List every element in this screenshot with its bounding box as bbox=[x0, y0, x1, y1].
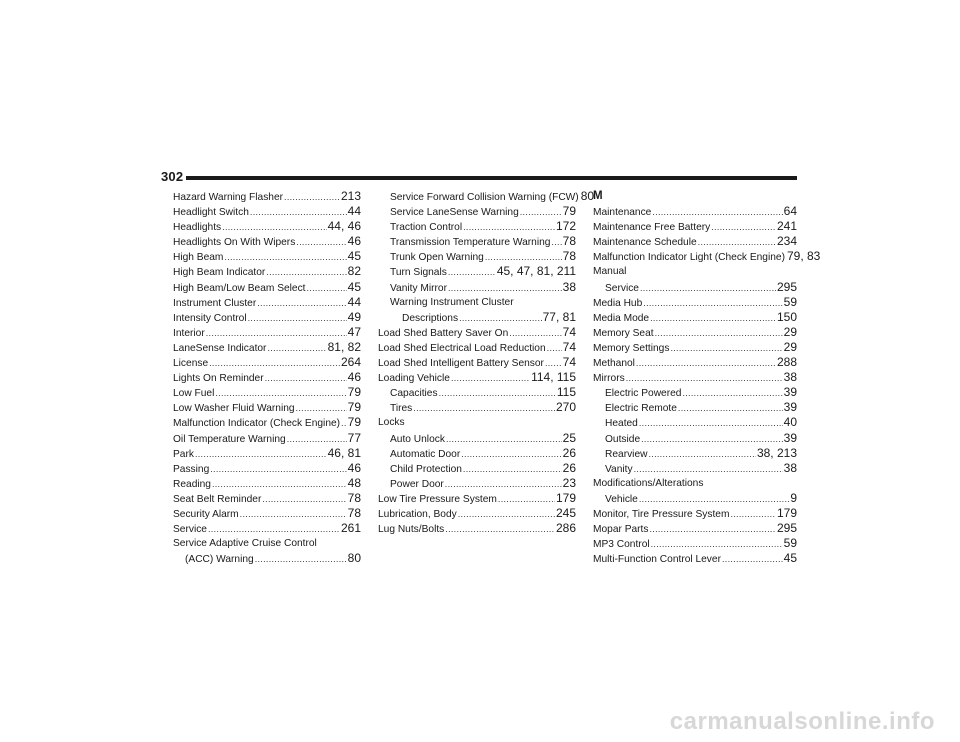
dot-leader bbox=[307, 281, 347, 296]
index-term: Lubrication, Body bbox=[378, 508, 457, 520]
page-reference: 77 bbox=[347, 430, 361, 445]
index-entry bbox=[378, 521, 576, 536]
dot-leader bbox=[711, 220, 776, 235]
index-term: Rearview bbox=[605, 448, 648, 460]
index-entry bbox=[593, 431, 797, 446]
page-reference: 150 bbox=[776, 309, 797, 324]
dot-leader bbox=[341, 416, 347, 431]
dot-leader bbox=[650, 311, 776, 326]
dot-leader bbox=[208, 522, 340, 537]
page-reference: 179 bbox=[555, 490, 576, 505]
dot-leader bbox=[262, 492, 346, 507]
index-term: Monitor, Tire Pressure System bbox=[593, 508, 730, 520]
page-reference: 77, 81 bbox=[542, 309, 576, 324]
page-reference: 45 bbox=[783, 551, 797, 566]
index-entry bbox=[593, 521, 797, 536]
dot-leader bbox=[643, 296, 782, 311]
page-reference: 74 bbox=[562, 355, 576, 370]
index-entry bbox=[378, 280, 576, 295]
index-term: Outside bbox=[605, 433, 641, 445]
dot-leader bbox=[215, 386, 346, 401]
index-term: Heated bbox=[605, 418, 638, 430]
index-term: Multi-Function Control Lever bbox=[593, 554, 721, 566]
index-term: Locks bbox=[378, 417, 405, 429]
index-entry bbox=[173, 415, 361, 430]
page-reference: 81, 82 bbox=[327, 339, 361, 354]
index-entry bbox=[593, 536, 797, 551]
page-reference: 79 bbox=[347, 400, 361, 415]
page-reference: 264 bbox=[340, 355, 361, 370]
index-entry bbox=[173, 280, 361, 295]
dot-leader bbox=[651, 537, 783, 552]
dot-leader bbox=[463, 220, 555, 235]
index-term: Oil Temperature Warning bbox=[173, 433, 286, 445]
page-reference: 49 bbox=[347, 309, 361, 324]
dot-leader bbox=[722, 552, 783, 567]
index-term: Transmission Temperature Warning bbox=[390, 237, 551, 249]
page-reference: 44, 46 bbox=[327, 219, 361, 234]
dot-leader bbox=[255, 552, 347, 567]
index-term: Loading Vehicle bbox=[378, 373, 450, 385]
index-entry bbox=[593, 355, 797, 370]
index-entry bbox=[593, 219, 797, 234]
index-term: LaneSense Indicator bbox=[173, 342, 267, 354]
index-entry bbox=[378, 431, 576, 446]
index-entry bbox=[173, 506, 361, 521]
index-entry bbox=[593, 415, 797, 430]
index-term: Instrument Cluster bbox=[173, 297, 257, 309]
page-reference: 79 bbox=[347, 385, 361, 400]
index-entry bbox=[593, 295, 797, 310]
page-reference: 38, 213 bbox=[756, 445, 797, 460]
page-reference: 241 bbox=[776, 219, 797, 234]
index-entry bbox=[378, 491, 576, 506]
index-term: Load Shed Intelligent Battery Sensor bbox=[378, 358, 544, 370]
page-reference: 23 bbox=[562, 475, 576, 490]
index-entry bbox=[378, 204, 576, 219]
page-reference: 59 bbox=[783, 536, 797, 551]
dot-leader bbox=[634, 462, 783, 477]
dot-leader bbox=[698, 235, 776, 250]
index-entry bbox=[593, 506, 797, 521]
index-entry bbox=[173, 219, 361, 234]
index-term: Media Mode bbox=[593, 312, 650, 324]
page-reference: 286 bbox=[555, 521, 576, 536]
index-entry bbox=[593, 461, 797, 476]
page-reference: 82 bbox=[347, 264, 361, 279]
index-entry bbox=[173, 249, 361, 264]
dot-leader bbox=[250, 205, 347, 220]
dot-leader bbox=[639, 416, 783, 431]
index-entry bbox=[593, 491, 797, 506]
dot-leader bbox=[446, 432, 562, 447]
dot-leader bbox=[485, 250, 562, 265]
index-entry bbox=[173, 521, 361, 536]
page-reference: 80 bbox=[580, 189, 595, 203]
index-term: Child Protection bbox=[390, 463, 462, 475]
index-term: Low Tire Pressure System bbox=[378, 493, 497, 505]
index-subheading bbox=[378, 415, 576, 430]
index-term: Reading bbox=[173, 478, 211, 490]
index-entry bbox=[173, 431, 361, 446]
page-number: 302 bbox=[161, 169, 184, 184]
page-reference: 78 bbox=[562, 234, 576, 249]
page-reference: 295 bbox=[776, 521, 797, 536]
page-reference: 45 bbox=[347, 279, 361, 294]
page-reference: 29 bbox=[783, 339, 797, 354]
page-reference: 25 bbox=[562, 430, 576, 445]
page-reference: 79 bbox=[562, 204, 576, 219]
index-entry bbox=[378, 446, 576, 461]
page-reference: 79, 83 bbox=[786, 249, 821, 264]
index-entry bbox=[173, 355, 361, 370]
page-reference: 245 bbox=[555, 505, 576, 520]
page-reference: 46 bbox=[347, 460, 361, 475]
page-reference: 80 bbox=[347, 551, 361, 566]
index-term: High Beam Indicator bbox=[173, 267, 266, 279]
index-term: Manual bbox=[593, 266, 627, 278]
index-entry bbox=[378, 461, 576, 476]
index-entry bbox=[173, 189, 361, 204]
dot-leader bbox=[730, 507, 776, 522]
index-entry bbox=[173, 370, 361, 385]
dot-leader bbox=[655, 326, 783, 341]
index-entry bbox=[378, 264, 576, 279]
dot-leader bbox=[648, 447, 755, 462]
dot-leader bbox=[195, 447, 327, 462]
index-entry bbox=[593, 249, 821, 264]
index-entry bbox=[593, 385, 797, 400]
page-reference: 47 bbox=[347, 324, 361, 339]
index-entry bbox=[378, 370, 576, 385]
page-reference: 172 bbox=[555, 219, 576, 234]
index-term: Load Shed Electrical Load Reduction bbox=[378, 342, 546, 354]
dot-leader bbox=[640, 281, 776, 296]
index-entry bbox=[378, 219, 576, 234]
dot-leader bbox=[520, 205, 562, 220]
dot-leader bbox=[445, 522, 555, 537]
dot-leader bbox=[212, 477, 347, 492]
dot-leader bbox=[296, 235, 346, 250]
page-reference: 39 bbox=[783, 385, 797, 400]
index-term: Headlight Switch bbox=[173, 207, 249, 219]
page-reference: 78 bbox=[347, 490, 361, 505]
index-term: Automatic Door bbox=[390, 448, 461, 460]
index-term: Memory Settings bbox=[593, 342, 670, 354]
dot-leader bbox=[626, 371, 783, 386]
page-reference: 38 bbox=[783, 370, 797, 385]
page-reference: 46, 81 bbox=[327, 445, 361, 460]
dot-leader bbox=[451, 371, 530, 386]
dot-leader bbox=[206, 326, 347, 341]
index-entry bbox=[173, 340, 361, 355]
dot-leader bbox=[678, 401, 783, 416]
index-entry bbox=[173, 400, 361, 415]
dot-leader bbox=[445, 477, 562, 492]
index-term: Service Forward Collision Warning (FCW) bbox=[390, 192, 579, 203]
section-letter-heading: M bbox=[593, 190, 603, 202]
index-entry bbox=[378, 310, 576, 325]
index-entry bbox=[593, 280, 797, 295]
index-term: Mopar Parts bbox=[593, 524, 649, 536]
dot-leader bbox=[639, 492, 789, 507]
page-reference: 26 bbox=[562, 445, 576, 460]
index-term: Service bbox=[605, 282, 639, 294]
page-reference: 78 bbox=[562, 249, 576, 264]
index-term: Headlights On With Wipers bbox=[173, 237, 296, 249]
page-reference: 46 bbox=[347, 370, 361, 385]
index-entry bbox=[593, 400, 797, 415]
index-term: High Beam/Low Beam Select bbox=[173, 282, 306, 294]
dot-leader bbox=[463, 462, 562, 477]
index-term: Methanol bbox=[593, 358, 635, 370]
index-entry bbox=[593, 446, 797, 461]
page-reference: 29 bbox=[783, 324, 797, 339]
index-term: Power Door bbox=[390, 478, 444, 490]
index-term: Maintenance Schedule bbox=[593, 237, 697, 249]
index-term: Interior bbox=[173, 327, 205, 339]
page-reference: 59 bbox=[783, 294, 797, 309]
page-reference: 48 bbox=[347, 475, 361, 490]
page-reference: 234 bbox=[776, 234, 797, 249]
dot-leader bbox=[459, 311, 542, 326]
index-entry bbox=[173, 446, 361, 461]
index-term: Security Alarm bbox=[173, 508, 239, 520]
dot-leader bbox=[413, 401, 555, 416]
page-reference: 46 bbox=[347, 234, 361, 249]
dot-leader bbox=[498, 492, 555, 507]
dot-leader bbox=[682, 386, 782, 401]
header-rule bbox=[186, 176, 797, 180]
index-term: Warning Instrument Cluster bbox=[390, 296, 514, 308]
page-reference: 26 bbox=[562, 460, 576, 475]
index-entry bbox=[173, 204, 361, 219]
dot-leader bbox=[267, 341, 326, 356]
page-reference: 74 bbox=[562, 324, 576, 339]
page-reference: 288 bbox=[776, 355, 797, 370]
index-term: License bbox=[173, 358, 209, 370]
index-term: Turn Signals bbox=[390, 267, 447, 279]
index-entry bbox=[593, 204, 797, 219]
page-reference: 44 bbox=[347, 204, 361, 219]
index-column-1 bbox=[173, 189, 361, 566]
index-entry bbox=[173, 551, 361, 566]
index-term: Service Adaptive Cruise Control bbox=[173, 538, 317, 550]
dot-leader bbox=[210, 462, 346, 477]
index-term: Hazard Warning Flasher bbox=[173, 192, 284, 203]
index-term: Mirrors bbox=[593, 373, 625, 385]
page-reference: 74 bbox=[562, 339, 576, 354]
index-entry bbox=[173, 295, 361, 310]
index-entry bbox=[378, 325, 576, 340]
index-term: Low Fuel bbox=[173, 388, 215, 400]
dot-leader bbox=[265, 371, 347, 386]
index-term: Service LaneSense Warning bbox=[390, 207, 519, 219]
dot-leader bbox=[641, 432, 783, 447]
dot-leader bbox=[224, 250, 346, 265]
index-term: Traction Control bbox=[390, 222, 463, 234]
page-reference: 40 bbox=[783, 415, 797, 430]
index-entry bbox=[173, 234, 361, 249]
dot-leader bbox=[545, 356, 562, 371]
index-entry bbox=[378, 355, 576, 370]
index-entry bbox=[173, 476, 361, 491]
index-column-2 bbox=[378, 189, 595, 536]
index-term: Passing bbox=[173, 463, 210, 475]
index-entry bbox=[378, 189, 595, 204]
index-term: Vanity Mirror bbox=[390, 282, 447, 294]
page-reference: 45 bbox=[347, 249, 361, 264]
dot-leader bbox=[448, 265, 496, 280]
dot-leader bbox=[670, 341, 782, 356]
page-reference: 179 bbox=[776, 505, 797, 520]
dot-leader bbox=[266, 265, 346, 280]
index-entry bbox=[378, 385, 576, 400]
index-term: Lights On Reminder bbox=[173, 373, 264, 385]
page-reference: 39 bbox=[783, 400, 797, 415]
watermark: carmanualsonline.info bbox=[669, 708, 935, 735]
index-term: Vanity bbox=[605, 463, 633, 475]
dot-leader bbox=[448, 281, 562, 296]
page-reference: 45, 47, 81, 211 bbox=[496, 264, 576, 279]
index-term: Memory Seat bbox=[593, 327, 654, 339]
dot-leader bbox=[240, 507, 347, 522]
dot-leader bbox=[287, 432, 347, 447]
index-term: Modifications/Alterations bbox=[593, 477, 704, 489]
index-subheading bbox=[593, 264, 797, 279]
dot-leader bbox=[248, 311, 347, 326]
dot-leader bbox=[547, 341, 562, 356]
index-term: Lug Nuts/Bolts bbox=[378, 524, 445, 536]
page-reference: 39 bbox=[783, 430, 797, 445]
index-term: Low Washer Fluid Warning bbox=[173, 403, 295, 415]
index-term: Capacities bbox=[390, 388, 438, 400]
page-reference: 9 bbox=[790, 490, 797, 505]
dot-leader bbox=[461, 447, 561, 462]
index-term: Intensity Control bbox=[173, 312, 247, 324]
dot-leader bbox=[284, 190, 340, 205]
index-term: Descriptions bbox=[402, 312, 459, 324]
page-reference: 270 bbox=[555, 400, 576, 415]
index-term: Maintenance bbox=[593, 207, 652, 219]
index-entry bbox=[378, 249, 576, 264]
index-term: Trunk Open Warning bbox=[390, 252, 484, 264]
dot-leader bbox=[296, 401, 347, 416]
index-term: Maintenance Free Battery bbox=[593, 222, 711, 234]
index-entry bbox=[378, 340, 576, 355]
index-term: Malfunction Indicator Light (Check Engine) bbox=[593, 252, 785, 264]
page-reference: 213 bbox=[340, 189, 361, 203]
index-entry bbox=[173, 264, 361, 279]
index-entry bbox=[378, 234, 576, 249]
index-term: (ACC) Warning bbox=[185, 554, 254, 566]
dot-leader bbox=[636, 356, 776, 371]
index-entry bbox=[593, 325, 797, 340]
page-reference: 38 bbox=[562, 279, 576, 294]
page-reference: 78 bbox=[347, 505, 361, 520]
dot-leader bbox=[649, 522, 775, 537]
index-term: Load Shed Battery Saver On bbox=[378, 327, 509, 339]
dot-leader bbox=[551, 235, 561, 250]
index-term: Seat Belt Reminder bbox=[173, 493, 262, 505]
index-entry bbox=[173, 461, 361, 476]
index-term: High Beam bbox=[173, 252, 224, 264]
page-reference: 44 bbox=[347, 294, 361, 309]
dot-leader bbox=[439, 386, 556, 401]
index-term: Park bbox=[173, 448, 194, 460]
index-entry bbox=[173, 310, 361, 325]
page-reference: 79 bbox=[347, 415, 361, 430]
index-subheading bbox=[593, 476, 797, 491]
index-term: Service bbox=[173, 524, 207, 536]
index-entry bbox=[378, 476, 576, 491]
index-entry bbox=[593, 340, 797, 355]
dot-leader bbox=[209, 356, 340, 371]
index-term: Tires bbox=[390, 403, 413, 415]
index-entry bbox=[173, 491, 361, 506]
page-reference: 261 bbox=[340, 521, 361, 536]
index-entry bbox=[593, 234, 797, 249]
index-term: Electric Remote bbox=[605, 403, 677, 415]
index-subheading bbox=[378, 295, 576, 310]
page-reference: 295 bbox=[776, 279, 797, 294]
dot-leader bbox=[257, 296, 346, 311]
dot-leader bbox=[458, 507, 555, 522]
index-term: Auto Unlock bbox=[390, 433, 445, 445]
index-entry bbox=[593, 370, 797, 385]
index-term: Vehicle bbox=[605, 493, 638, 505]
index-column-3 bbox=[593, 189, 821, 566]
index-term: MP3 Control bbox=[593, 539, 650, 551]
index-entry bbox=[593, 551, 797, 566]
index-entry bbox=[378, 400, 576, 415]
index-entry bbox=[173, 325, 361, 340]
index-subheading bbox=[173, 536, 361, 551]
page-reference: 64 bbox=[783, 204, 797, 219]
index-entry bbox=[378, 506, 576, 521]
dot-leader bbox=[222, 220, 326, 235]
index-term: Headlights bbox=[173, 222, 222, 234]
page-reference: 114, 115 bbox=[531, 370, 576, 385]
page-reference: 115 bbox=[556, 385, 576, 400]
index-term: Media Hub bbox=[593, 297, 643, 309]
index-term: Malfunction Indicator (Check Engine) bbox=[173, 418, 341, 430]
dot-leader bbox=[509, 326, 561, 341]
dot-leader bbox=[652, 205, 782, 220]
index-entry bbox=[593, 310, 797, 325]
page-reference: 38 bbox=[783, 460, 797, 475]
index-term: Electric Powered bbox=[605, 388, 682, 400]
index-entry bbox=[173, 385, 361, 400]
